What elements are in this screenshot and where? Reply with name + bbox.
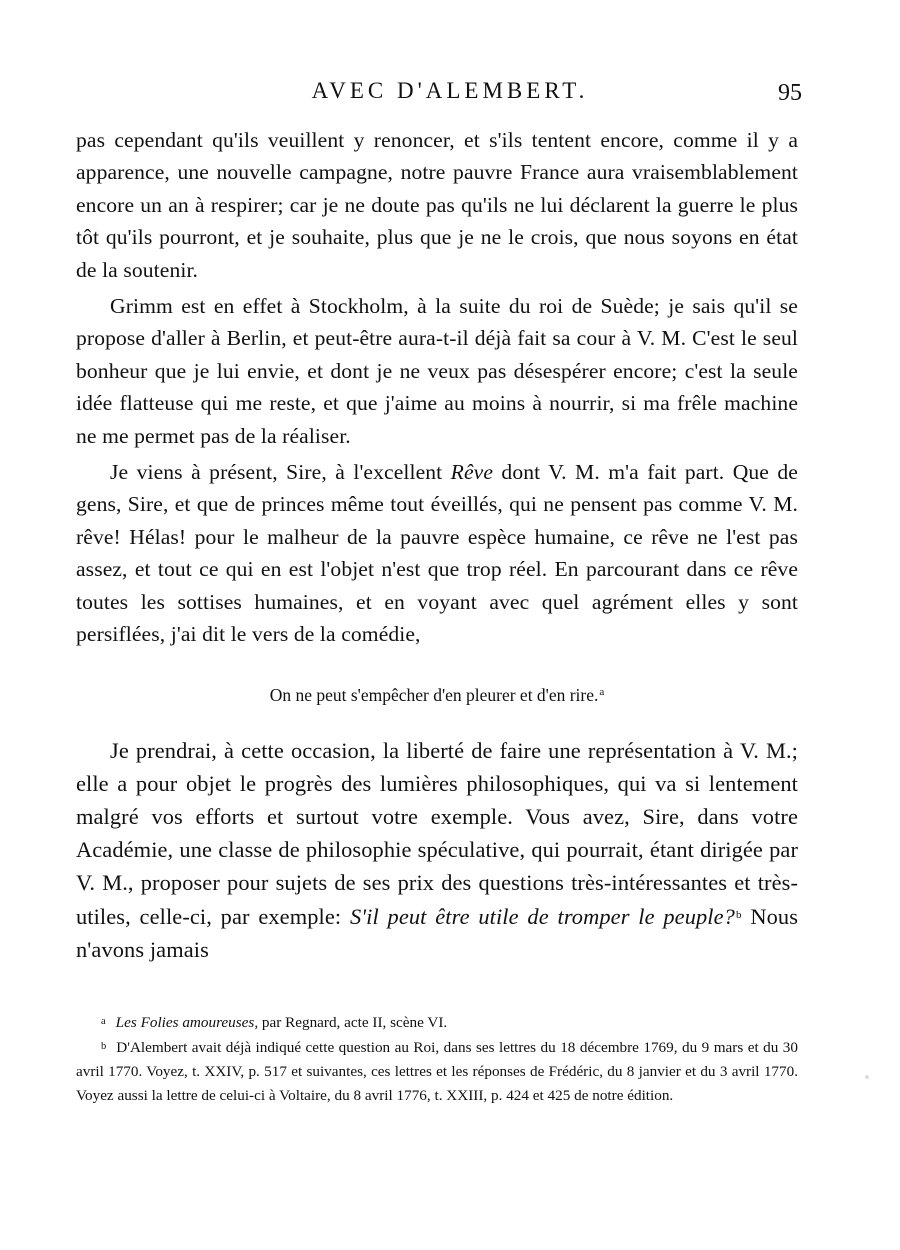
reve-title: Rêve <box>450 460 494 485</box>
body-text <box>76 124 798 966</box>
paragraph-4-text-end: Nous n'avons jamais <box>76 903 799 962</box>
paragraph-1: pas cependant qu'ils veuillent y renoncer, et s'ils tentent encore, comme il y a apparence, une nouvelle campagne, notre pauvre France aura vraisemblablement encore un an à respirer; car je ne doute pas qu'ils ne lui déclarent la guerre le plus tôt qu'ils pourront, et je souhaite, plus que je ne le crois, que nous soyons en état de la soutenir. <box>76 128 798 282</box>
footnote-a-text: par Regnard, acte II, scène VI. <box>258 1014 448 1031</box>
quoted-verse <box>76 679 798 708</box>
verse-text: On ne peut s'empêcher d'en pleurer et d'en rire. <box>269 684 599 705</box>
question-title: S'il peut être utile de tromper le peuple? <box>349 903 735 929</box>
footnote-marker-a: a <box>101 1016 106 1027</box>
footnote-b <box>76 1035 798 1108</box>
footnotes <box>76 1010 798 1108</box>
running-head <box>0 78 900 112</box>
paragraph-4 <box>76 734 798 966</box>
paragraph-3-text-end: dont V. M. m'a fait part. Que de gens, Sire, et que de princes même tout éveillés, qui ne pensent pas comme V. M. rêve! Hélas! pour le malheur de la pauvre espèce humaine, ce rêve ne l'est pas assez, et tout ce qui en est l'objet n'est que trop réel. En parcourant dans ce rêve toutes les sottises humaines, et en voyant avec quel agrément elles y sont persiflées, j'ai dit le vers de la comédie, <box>76 460 798 647</box>
page-number: 95 <box>778 80 802 106</box>
footnote-ref-b: b <box>735 908 742 921</box>
footnote-ref-a: a <box>599 685 605 698</box>
footnote-marker-b: b <box>101 1041 107 1052</box>
running-title: AVEC D'ALEMBERT. <box>311 78 589 103</box>
paragraph-3-text-start: Je viens à présent, Sire, à l'excellent <box>110 460 451 485</box>
paragraph-3 <box>76 456 798 650</box>
paragraph-4-text-start: Je prendrai, à cette occasion, la liberté de faire une représentation à V. M.; elle a pour objet le progrès des lumières philosophiques, qui va si lentement malgré vos efforts et surtout votre exemple. Vous avez, Sire, dans votre Académie, une classe de philosophie spéculative, qui pourrait, étant dirigée par V. M., proposer pour sujets de ses prix des questions très-intéressantes et très-utiles, celle-ci, par exemple: <box>76 737 798 929</box>
footnote-a <box>76 1010 798 1035</box>
footnote-a-title: Les Folies amoureuses, <box>115 1014 259 1031</box>
paragraph-2: Grimm est en effet à Stockholm, à la suite du roi de Suède; je sais qu'il se propose d'aller à Berlin, et peut-être aura-t-il déjà fait sa cour à V. M. C'est le seul bonheur que je lui envie, et dont je ne veux pas désespérer encore; c'est la seule idée flatteuse qui me reste, et que j'aime au moins à nourrir, si ma frêle machine ne me permet pas de la réaliser. <box>76 294 798 448</box>
footnote-b-text: D'Alembert avait déjà indiqué cette question au Roi, dans ses lettres du 18 décembre 1769, du 9 mars et du 30 avril 1770. Voyez, t. XXIV, p. 517 et suivantes, ces lettres et les réponses de Frédéric, du 8 janvier et du 3 avril 1770. Voyez aussi la lettre de celui-ci à Voltaire, du 8 avril 1776, t. XXIII, p. 424 et 425 de notre édition. <box>76 1039 798 1104</box>
paper-speck <box>865 1075 869 1079</box>
